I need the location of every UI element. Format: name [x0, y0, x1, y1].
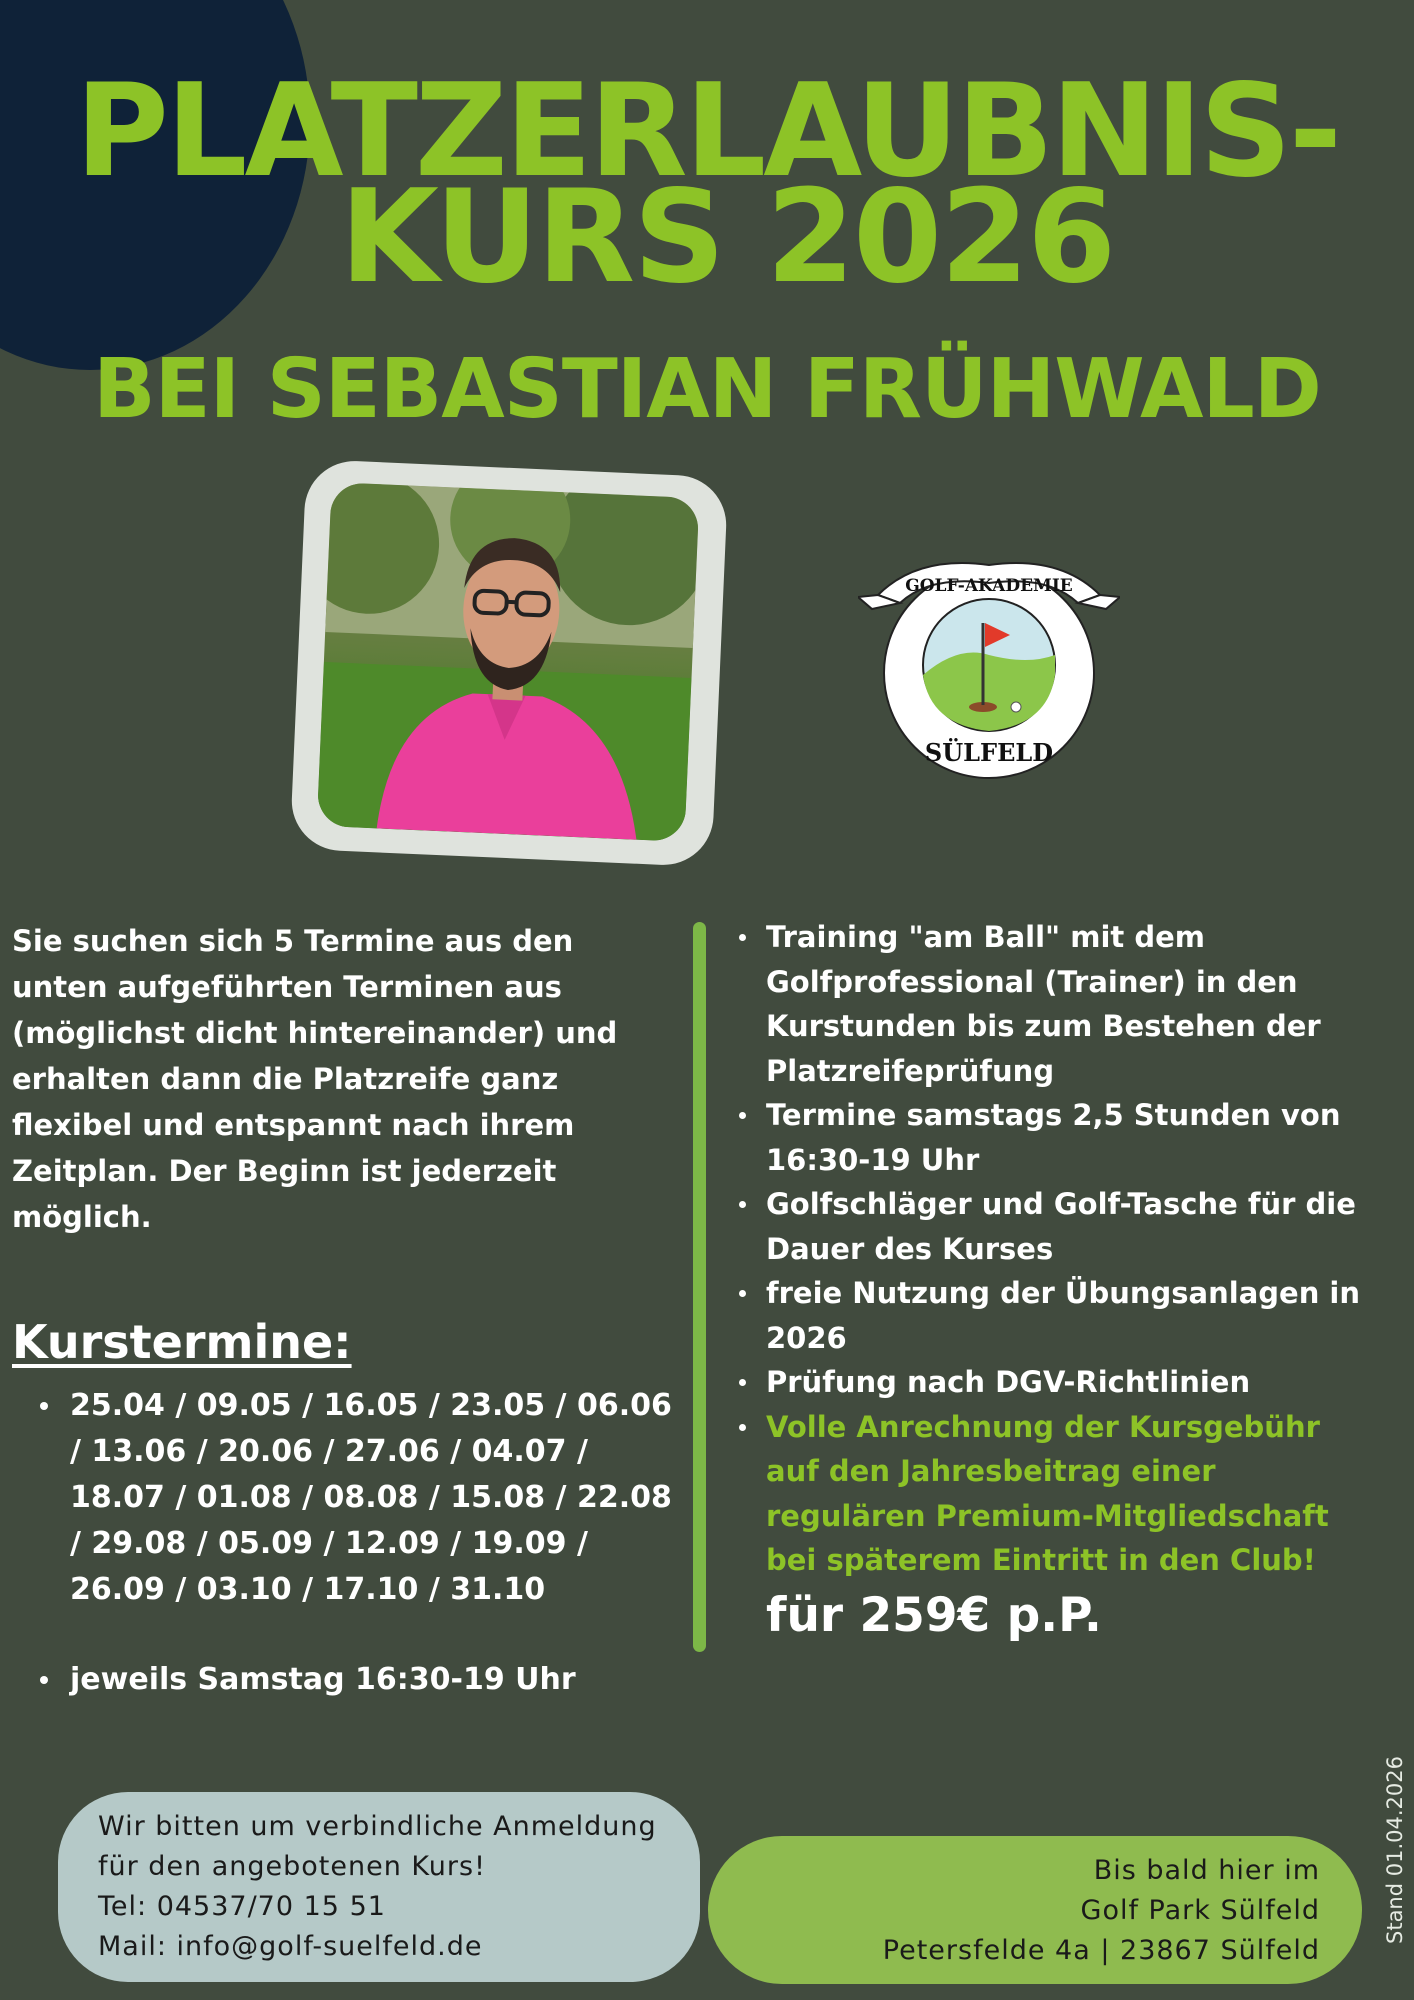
feature-item-highlight: Volle Anrechnung der Kursgebühr auf den Jahresbeitrag einer regulären Premium-Mitgliedschaft bei späterem Eintritt in den Club! [766, 1405, 1381, 1583]
address-line-2: Golf Park Sülfeld [1080, 1895, 1320, 1926]
feature-item: freie Nutzung der Übungsanlagen in 2026 [766, 1271, 1381, 1360]
contact-phone: Tel: 04537/70 15 51 [98, 1891, 386, 1922]
trainer-photo [317, 482, 700, 842]
logo-bottom-text: SÜLFELD [924, 738, 1054, 767]
address-line-3: Petersfelde 4a | 23867 Sülfeld [882, 1935, 1320, 1966]
title-line-1: PLATZERLAUBNIS- [75, 57, 1339, 206]
golf-akademie-logo [858, 555, 1120, 780]
price: für 259€ p.P. [766, 1588, 1102, 1643]
time-item: jeweils Samstag 16:30-19 Uhr [70, 1657, 690, 1703]
contact-line-1: Wir bitten um verbindliche Anmeldung [98, 1811, 657, 1842]
contact-line-2: für den angebotenen Kurs! [98, 1851, 486, 1882]
feature-item: Prüfung nach DGV-Richtlinien [766, 1360, 1381, 1405]
contact-email: Mail: info@golf-suelfeld.de [98, 1931, 483, 1962]
dates-list [70, 1383, 690, 1613]
feature-item: Golfschläger und Golf-Tasche für die Dauer des Kurses [766, 1182, 1381, 1271]
dates-item: 25.04 / 09.05 / 16.05 / 23.05 / 06.06 / 13.06 / 20.06 / 27.06 / 04.07 / 18.07 / 01.08 / 08.08 / 15.08 / 22.08 / 29.08 / 05.09 / 12.09 / 19.09 / 26.09 / 03.10 / 17.10 / 31.10 [70, 1383, 690, 1613]
column-divider [693, 922, 706, 1652]
logo-top-text: GOLF-AKADEMIE [905, 576, 1073, 596]
subtitle-trainer: BEI SEBASTIAN FRÜHWALD [93, 342, 1321, 437]
contact-box [58, 1792, 700, 1982]
title-line-2: KURS 2026 [339, 163, 1115, 312]
kurstermine-heading: Kurstermine: [12, 1315, 352, 1369]
address-line-1: Bis bald hier im [1093, 1855, 1320, 1886]
address-box [708, 1836, 1362, 1984]
time-list [70, 1657, 690, 1703]
trainer-photo-frame [290, 459, 729, 867]
intro-text: Sie suchen sich 5 Termine aus den unten aufgeführten Terminen aus (möglichst dicht hintereinander) und erhalten dann die Platzreife ganz flexibel und entspannt nach ihrem Zeitplan. Der Beginn ist jederzeit möglich. [12, 924, 618, 1234]
feature-item: Termine samstags 2,5 Stunden von 16:30-19 Uhr [766, 1093, 1381, 1182]
features-list [766, 915, 1381, 1583]
stand-date: Stand 01.04.2026 [1383, 1756, 1407, 1944]
feature-item: Training "am Ball" mit dem Golfprofessional (Trainer) in den Kurstunden bis zum Bestehen der Platzreifeprüfung [766, 915, 1381, 1093]
